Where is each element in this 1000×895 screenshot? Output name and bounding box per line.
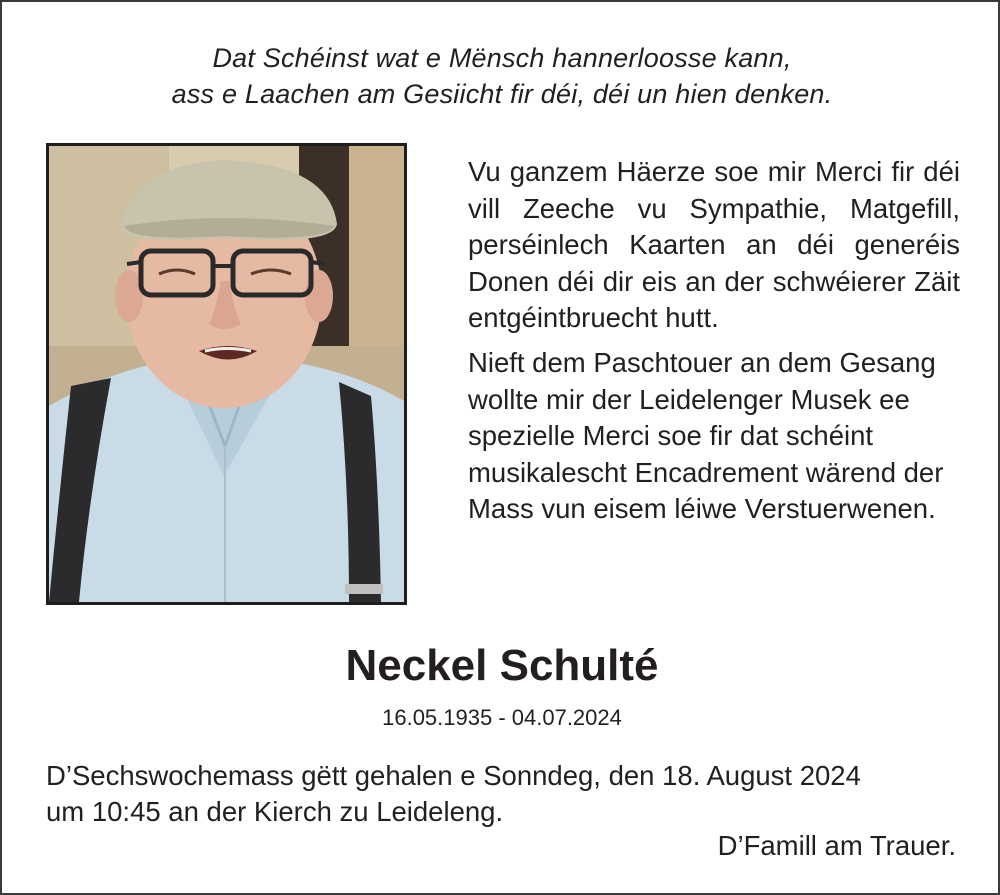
thanks-text bbox=[468, 154, 960, 536]
motto-line-1: Dat Schéinst wat e Mënsch hannerloosse kann, bbox=[212, 43, 792, 73]
life-dates: 16.05.1935 - 04.07.2024 bbox=[382, 705, 622, 730]
memorial-mass-announcement bbox=[46, 758, 962, 830]
motto-line-2: ass e Laachen am Gesiicht fir déi, déi un hien denken. bbox=[171, 79, 833, 109]
deceased-name: Neckel Schulté bbox=[345, 641, 659, 690]
portrait-illustration bbox=[49, 146, 404, 602]
mass-line-2: um 10:45 an der Kierch zu Leideleng. bbox=[46, 796, 504, 827]
family-signature: D’Famill am Trauer. bbox=[717, 830, 956, 861]
motto-quote bbox=[2, 40, 1000, 112]
portrait-photo bbox=[46, 143, 407, 605]
thanks-paragraph-1: Vu ganzem Häerze soe mir Merci fir déi vill Zeeche vu Sympathie, Matgefill, perséinlech Kaarten an déi generéis Donen déi dir eis an der schwéierer Zäit entgéintbruecht hutt. bbox=[468, 156, 960, 334]
mass-line-1: D’Sechswochemass gëtt gehalen e Sonndeg, den 18. August 2024 bbox=[46, 760, 861, 791]
thanks-paragraph-2: Nieft dem Paschtouer an dem Gesang wollte mir der Leidelenger Musek ee spezielle Merci soe fir dat schéint musikalescht Encadrement wärend der Mass vun eisem léiwe Verstuerwenen. bbox=[468, 346, 944, 525]
